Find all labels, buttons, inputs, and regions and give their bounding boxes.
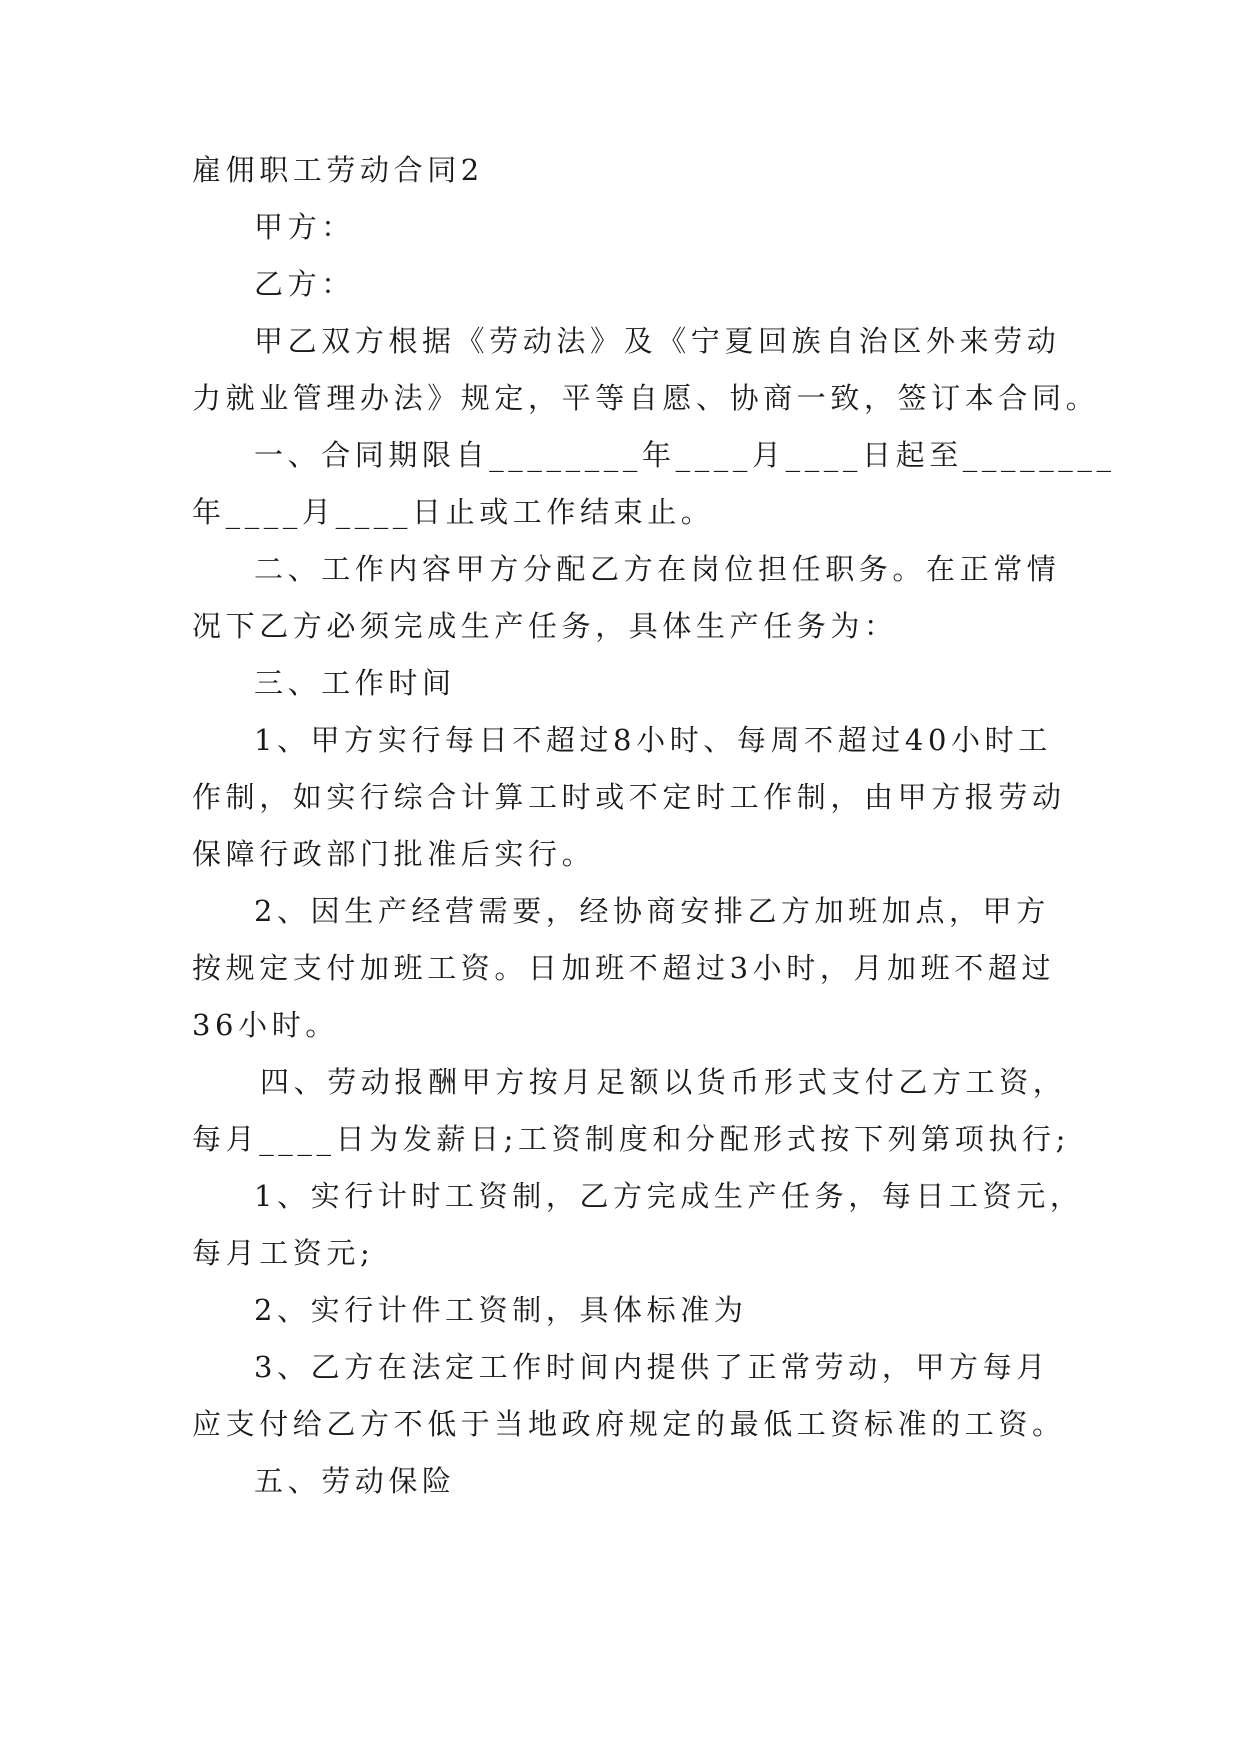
paragraph-line: 年____月____日止或工作结束止。 bbox=[192, 495, 715, 529]
list-item-line: 1、甲方实行每日不超过8小时、每周不超过40小时工 bbox=[254, 723, 1052, 757]
paragraph-line: 保障行政部门批准后实行。 bbox=[192, 837, 596, 871]
document-title: 雇佣职工劳动合同2 bbox=[192, 153, 484, 187]
section-heading-remuneration: 四、劳动报酬甲方按月足额以货币形式支付乙方工资， bbox=[260, 1065, 1067, 1099]
paragraph-line: 每月工资元; bbox=[192, 1236, 375, 1270]
list-item-line: 1、实行计时工资制，乙方完成生产任务，每日工资元， bbox=[254, 1179, 1084, 1213]
list-item-line: 2、因生产经营需要，经协商安排乙方加班加点，甲方 bbox=[254, 894, 1050, 928]
paragraph-line: 按规定支付加班工资。日加班不超过3小时，月加班不超过 bbox=[192, 951, 1056, 985]
paragraph-line: 甲乙双方根据《劳动法》及《宁夏回族自治区外来劳动 bbox=[254, 324, 1061, 358]
party-a-line: 甲方： bbox=[254, 210, 355, 244]
paragraph-line: 36小时。 bbox=[192, 1008, 339, 1042]
paragraph-line: 应支付给乙方不低于当地政府规定的最低工资标准的工资。 bbox=[192, 1407, 1066, 1441]
paragraph-line: 每月____日为发薪日;工资制度和分配形式按下列第项执行; bbox=[192, 1122, 1070, 1156]
paragraph-line: 力就业管理办法》规定，平等自愿、协商一致，签订本合同。 bbox=[192, 381, 1100, 415]
paragraph-line: 况下乙方必须完成生产任务，具体生产任务为： bbox=[192, 609, 898, 643]
paragraph-line: 作制，如实行综合计算工时或不定时工作制，由甲方报劳动 bbox=[192, 780, 1066, 814]
list-item-line: 3、乙方在法定工作时间内提供了正常劳动，甲方每月 bbox=[254, 1350, 1050, 1384]
section-heading-work-content: 二、工作内容甲方分配乙方在岗位担任职务。在正常情 bbox=[254, 552, 1061, 586]
list-item-line: 2、实行计件工资制，具体标准为 bbox=[254, 1293, 748, 1327]
section-heading-term: 一、合同期限自________年____月____日起至________ bbox=[254, 438, 1116, 472]
section-heading-insurance: 五、劳动保险 bbox=[254, 1464, 456, 1498]
party-b-line: 乙方： bbox=[254, 267, 355, 301]
section-heading-work-hours: 三、工作时间 bbox=[254, 666, 456, 700]
